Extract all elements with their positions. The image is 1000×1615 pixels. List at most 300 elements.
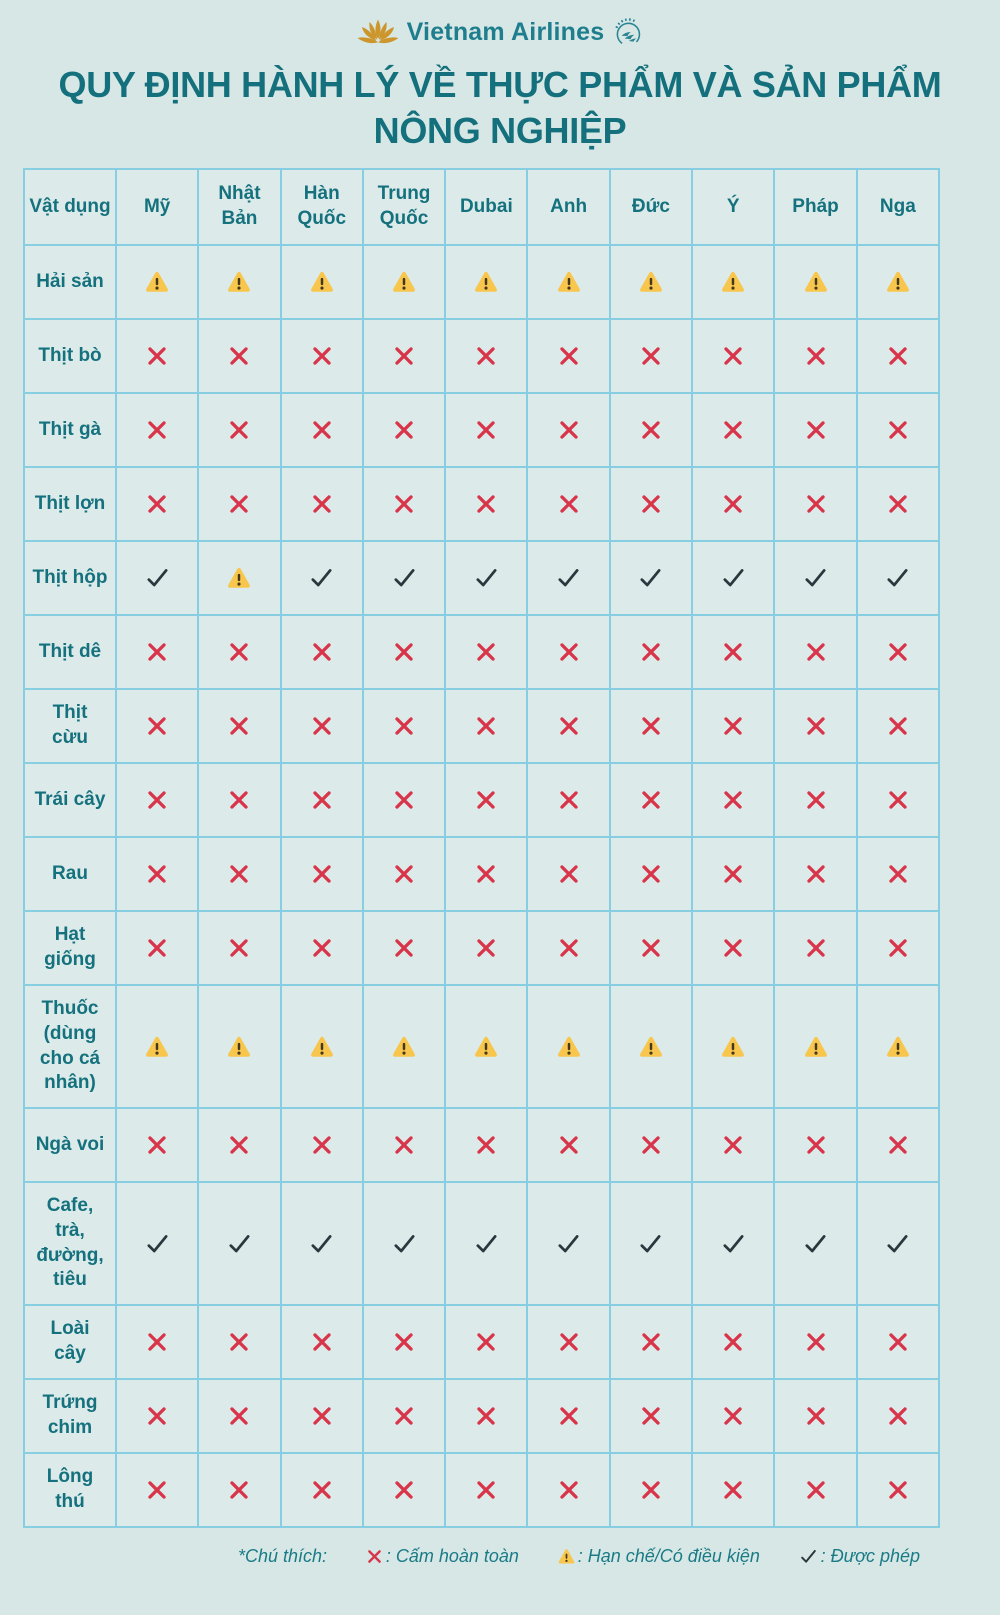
cross-icon <box>365 1547 384 1566</box>
cross-icon <box>720 417 746 443</box>
table-row <box>24 615 939 689</box>
cross-cell <box>198 615 280 689</box>
warning-icon <box>226 566 252 590</box>
cross-icon <box>803 935 829 961</box>
cross-icon <box>473 343 499 369</box>
warn-cell <box>445 245 527 319</box>
warning-icon <box>557 1548 576 1565</box>
cross-cell <box>692 763 774 837</box>
table-row <box>24 985 939 1108</box>
cross-cell <box>692 319 774 393</box>
cross-cell <box>692 615 774 689</box>
cross-icon <box>638 417 664 443</box>
cross-cell <box>774 615 856 689</box>
check-icon <box>307 1231 336 1257</box>
table-row <box>24 393 939 467</box>
cross-cell <box>527 1379 609 1453</box>
row-label: Ngà voi <box>24 1108 116 1182</box>
cross-cell <box>610 1108 692 1182</box>
warning-icon <box>473 270 499 294</box>
warning-icon <box>391 1035 417 1059</box>
table-row <box>24 837 939 911</box>
cross-icon <box>720 343 746 369</box>
cross-icon <box>638 1477 664 1503</box>
cross-cell <box>692 837 774 911</box>
cross-cell <box>198 467 280 541</box>
warning-icon <box>638 1035 664 1059</box>
warning-icon <box>226 1035 252 1059</box>
legend-item-forbidden <box>365 1546 519 1567</box>
cross-cell <box>445 615 527 689</box>
cross-cell <box>281 467 363 541</box>
cross-icon <box>803 417 829 443</box>
cross-icon <box>144 1403 170 1429</box>
cross-icon <box>803 343 829 369</box>
cross-icon <box>309 935 335 961</box>
check-cell <box>445 541 527 615</box>
warn-cell <box>857 245 939 319</box>
cross-icon <box>391 343 417 369</box>
warn-cell <box>198 541 280 615</box>
cross-cell <box>610 319 692 393</box>
column-header-3: Hàn Quốc <box>281 169 363 245</box>
check-cell <box>692 1182 774 1305</box>
row-label: Hải sản <box>24 245 116 319</box>
cross-cell <box>610 467 692 541</box>
cross-icon <box>885 343 911 369</box>
cross-icon <box>885 417 911 443</box>
warn-cell <box>281 985 363 1108</box>
warn-cell <box>363 245 445 319</box>
cross-icon <box>803 491 829 517</box>
warning-icon <box>144 270 170 294</box>
cross-cell <box>610 393 692 467</box>
column-header-9: Pháp <box>774 169 856 245</box>
cross-icon <box>473 417 499 443</box>
cross-cell <box>857 1108 939 1182</box>
legend-label-restricted: : Hạn chế/Có điều kiện <box>577 1546 760 1567</box>
cross-cell <box>116 763 198 837</box>
warning-icon <box>473 1035 499 1059</box>
cross-icon <box>144 417 170 443</box>
check-cell <box>692 541 774 615</box>
cross-icon <box>556 861 582 887</box>
cross-icon <box>638 343 664 369</box>
cross-icon <box>720 861 746 887</box>
cross-cell <box>281 1379 363 1453</box>
warn-cell <box>692 985 774 1108</box>
row-label: Loài cây <box>24 1305 116 1379</box>
check-icon <box>225 1231 254 1257</box>
cross-icon <box>885 935 911 961</box>
cross-cell <box>857 911 939 985</box>
cross-icon <box>885 713 911 739</box>
warn-cell <box>610 245 692 319</box>
cross-cell <box>857 763 939 837</box>
cross-cell <box>281 763 363 837</box>
row-label: Thuốc (dùng cho cá nhân) <box>24 985 116 1108</box>
cross-icon <box>309 1477 335 1503</box>
skyteam-icon <box>611 16 644 49</box>
cross-icon <box>391 1403 417 1429</box>
cross-cell <box>198 1108 280 1182</box>
cross-cell <box>692 689 774 763</box>
warn-cell <box>610 985 692 1108</box>
cross-cell <box>527 763 609 837</box>
row-label: Thịt dê <box>24 615 116 689</box>
cross-cell <box>198 911 280 985</box>
cross-cell <box>774 1108 856 1182</box>
cross-icon <box>556 713 582 739</box>
cross-cell <box>363 393 445 467</box>
cross-icon <box>226 639 252 665</box>
check-cell <box>610 1182 692 1305</box>
warning-icon <box>556 1035 582 1059</box>
column-header-5: Dubai <box>445 169 527 245</box>
cross-icon <box>720 1132 746 1158</box>
cross-icon <box>144 639 170 665</box>
cross-cell <box>445 837 527 911</box>
cross-icon <box>803 1477 829 1503</box>
row-label: Lông thú <box>24 1453 116 1527</box>
warn-cell <box>857 985 939 1108</box>
column-header-8: Ý <box>692 169 774 245</box>
cross-cell <box>857 1305 939 1379</box>
cross-cell <box>363 1453 445 1527</box>
cross-cell <box>363 763 445 837</box>
cross-cell <box>857 689 939 763</box>
cross-cell <box>116 911 198 985</box>
warning-icon <box>391 270 417 294</box>
cross-icon <box>309 1329 335 1355</box>
cross-icon <box>885 1477 911 1503</box>
cross-cell <box>692 1453 774 1527</box>
cross-cell <box>445 763 527 837</box>
check-icon <box>636 1231 665 1257</box>
cross-icon <box>144 861 170 887</box>
check-icon <box>143 1231 172 1257</box>
cross-cell <box>445 1453 527 1527</box>
cross-icon <box>885 1403 911 1429</box>
cross-cell <box>857 1453 939 1527</box>
cross-icon <box>638 1403 664 1429</box>
row-label: Thịt cừu <box>24 689 116 763</box>
cross-icon <box>556 639 582 665</box>
cross-icon <box>885 787 911 813</box>
cross-icon <box>803 1132 829 1158</box>
column-header-7: Đức <box>610 169 692 245</box>
row-label: Trứng chim <box>24 1379 116 1453</box>
page-title: QUY ĐỊNH HÀNH LÝ VỀ THỰC PHẨM VÀ SẢN PHẨM NÔNG NGHIỆP <box>58 64 942 152</box>
cross-cell <box>116 467 198 541</box>
table-row <box>24 319 939 393</box>
cross-icon <box>226 713 252 739</box>
cross-cell <box>527 689 609 763</box>
warn-cell <box>445 985 527 1108</box>
cross-cell <box>774 1453 856 1527</box>
cross-cell <box>527 1453 609 1527</box>
brand-wordmark: Vietnam Airlines <box>406 18 605 46</box>
cross-cell <box>445 393 527 467</box>
check-icon <box>472 565 501 591</box>
cross-icon <box>473 713 499 739</box>
cross-icon <box>226 1329 252 1355</box>
cross-icon <box>885 1329 911 1355</box>
cross-icon <box>473 861 499 887</box>
cross-icon <box>720 1329 746 1355</box>
legend-item-restricted <box>557 1546 760 1567</box>
cross-icon <box>720 1477 746 1503</box>
row-label: Trái cây <box>24 763 116 837</box>
cross-cell <box>198 319 280 393</box>
cross-cell <box>610 689 692 763</box>
cross-icon <box>638 1329 664 1355</box>
cross-icon <box>391 491 417 517</box>
check-icon <box>472 1231 501 1257</box>
cross-cell <box>527 1305 609 1379</box>
cross-cell <box>116 393 198 467</box>
check-icon <box>801 565 830 591</box>
cross-cell <box>527 615 609 689</box>
cross-cell <box>692 1108 774 1182</box>
cross-icon <box>720 787 746 813</box>
cross-icon <box>473 1329 499 1355</box>
cross-cell <box>281 615 363 689</box>
check-icon <box>801 1231 830 1257</box>
cross-icon <box>638 935 664 961</box>
warning-icon <box>720 270 746 294</box>
cross-icon <box>226 1132 252 1158</box>
cross-cell <box>692 1305 774 1379</box>
check-cell <box>774 1182 856 1305</box>
cross-icon <box>803 1403 829 1429</box>
cross-cell <box>445 1305 527 1379</box>
check-cell <box>281 541 363 615</box>
cross-icon <box>391 417 417 443</box>
cross-cell <box>363 1379 445 1453</box>
legend-prefix: *Chú thích: <box>238 1546 328 1567</box>
row-label: Thịt hộp <box>24 541 116 615</box>
regulations-table <box>23 168 940 1528</box>
cross-cell <box>774 837 856 911</box>
warning-icon <box>638 270 664 294</box>
cross-icon <box>226 935 252 961</box>
check-icon <box>554 565 583 591</box>
check-icon <box>883 1231 912 1257</box>
cross-icon <box>473 935 499 961</box>
cross-cell <box>198 689 280 763</box>
table-row <box>24 911 939 985</box>
cross-icon <box>720 491 746 517</box>
cross-icon <box>556 343 582 369</box>
cross-cell <box>363 689 445 763</box>
cross-cell <box>116 319 198 393</box>
check-icon <box>883 565 912 591</box>
check-cell <box>527 1182 609 1305</box>
warn-cell <box>363 985 445 1108</box>
cross-icon <box>144 343 170 369</box>
table-row <box>24 467 939 541</box>
cross-cell <box>857 319 939 393</box>
cross-cell <box>527 911 609 985</box>
cross-icon <box>144 1132 170 1158</box>
warn-cell <box>198 245 280 319</box>
check-icon <box>143 565 172 591</box>
cross-icon <box>556 787 582 813</box>
cross-cell <box>527 319 609 393</box>
cross-icon <box>144 1329 170 1355</box>
cross-icon <box>391 935 417 961</box>
cross-icon <box>556 1329 582 1355</box>
cross-icon <box>391 1329 417 1355</box>
legend-label-allowed: : Được phép <box>820 1546 920 1567</box>
cross-icon <box>803 861 829 887</box>
check-icon <box>636 565 665 591</box>
cross-cell <box>610 1453 692 1527</box>
cross-cell <box>281 837 363 911</box>
warning-icon <box>720 1035 746 1059</box>
cross-cell <box>281 911 363 985</box>
cross-cell <box>198 837 280 911</box>
cross-cell <box>857 615 939 689</box>
warning-icon <box>309 270 335 294</box>
check-cell <box>527 541 609 615</box>
cross-cell <box>774 911 856 985</box>
table-row <box>24 1379 939 1453</box>
cross-cell <box>774 393 856 467</box>
check-cell <box>116 1182 198 1305</box>
cross-cell <box>445 911 527 985</box>
legend-label-forbidden: : Cấm hoàn toàn <box>385 1546 519 1567</box>
cross-icon <box>226 417 252 443</box>
cross-icon <box>803 787 829 813</box>
cross-cell <box>857 837 939 911</box>
cross-cell <box>198 1379 280 1453</box>
cross-icon <box>391 1477 417 1503</box>
column-header-6: Anh <box>527 169 609 245</box>
cross-icon <box>885 861 911 887</box>
warn-cell <box>116 985 198 1108</box>
warn-cell <box>116 245 198 319</box>
cross-cell <box>198 763 280 837</box>
cross-icon <box>391 713 417 739</box>
cross-icon <box>720 713 746 739</box>
column-header-10: Nga <box>857 169 939 245</box>
cross-icon <box>144 1477 170 1503</box>
check-icon <box>390 565 419 591</box>
cross-icon <box>473 1477 499 1503</box>
cross-cell <box>363 467 445 541</box>
row-label: Thịt bò <box>24 319 116 393</box>
cross-cell <box>281 689 363 763</box>
cross-icon <box>309 861 335 887</box>
cross-icon <box>365 1547 384 1566</box>
cross-cell <box>363 1108 445 1182</box>
column-header-4: Trung Quốc <box>363 169 445 245</box>
warning-icon <box>803 270 829 294</box>
warn-cell <box>198 985 280 1108</box>
cross-icon <box>556 935 582 961</box>
cross-cell <box>610 763 692 837</box>
cross-cell <box>774 1305 856 1379</box>
cross-icon <box>803 639 829 665</box>
cross-cell <box>527 467 609 541</box>
warning-icon <box>309 1035 335 1059</box>
cross-cell <box>692 393 774 467</box>
check-cell <box>610 541 692 615</box>
cross-cell <box>445 1379 527 1453</box>
cross-icon <box>638 861 664 887</box>
cross-icon <box>556 417 582 443</box>
cross-cell <box>527 393 609 467</box>
cross-icon <box>144 713 170 739</box>
cross-cell <box>116 1379 198 1453</box>
cross-cell <box>445 689 527 763</box>
cross-cell <box>116 1305 198 1379</box>
cross-icon <box>309 343 335 369</box>
cross-icon <box>885 639 911 665</box>
cross-icon <box>556 491 582 517</box>
cross-icon <box>473 1132 499 1158</box>
cross-cell <box>116 615 198 689</box>
cross-icon <box>391 861 417 887</box>
cross-cell <box>445 1108 527 1182</box>
cross-cell <box>198 1305 280 1379</box>
check-cell <box>363 1182 445 1305</box>
check-cell <box>198 1182 280 1305</box>
cross-icon <box>226 861 252 887</box>
cross-cell <box>857 467 939 541</box>
cross-cell <box>281 393 363 467</box>
cross-cell <box>281 1108 363 1182</box>
warning-icon <box>885 1035 911 1059</box>
lotus-icon <box>356 16 400 50</box>
check-icon <box>719 1231 748 1257</box>
cross-cell <box>281 1453 363 1527</box>
check-cell <box>857 541 939 615</box>
cross-icon <box>309 713 335 739</box>
check-icon <box>554 1231 583 1257</box>
cross-icon <box>309 417 335 443</box>
check-icon <box>798 1547 819 1566</box>
cross-cell <box>363 1305 445 1379</box>
cross-icon <box>309 639 335 665</box>
check-icon <box>719 565 748 591</box>
cross-icon <box>638 639 664 665</box>
cross-icon <box>720 639 746 665</box>
cross-cell <box>774 689 856 763</box>
cross-icon <box>720 935 746 961</box>
cross-cell <box>692 1379 774 1453</box>
cross-cell <box>363 837 445 911</box>
cross-icon <box>391 639 417 665</box>
table-row <box>24 541 939 615</box>
cross-cell <box>116 837 198 911</box>
warning-icon <box>556 270 582 294</box>
cross-cell <box>527 837 609 911</box>
check-icon <box>798 1547 819 1566</box>
cross-icon <box>226 1403 252 1429</box>
warn-cell <box>527 245 609 319</box>
table-row <box>24 1453 939 1527</box>
cross-icon <box>720 1403 746 1429</box>
table-row <box>24 1182 939 1305</box>
cross-icon <box>885 491 911 517</box>
check-icon <box>390 1231 419 1257</box>
cross-icon <box>885 1132 911 1158</box>
row-label: Rau <box>24 837 116 911</box>
legend <box>238 1546 920 1567</box>
